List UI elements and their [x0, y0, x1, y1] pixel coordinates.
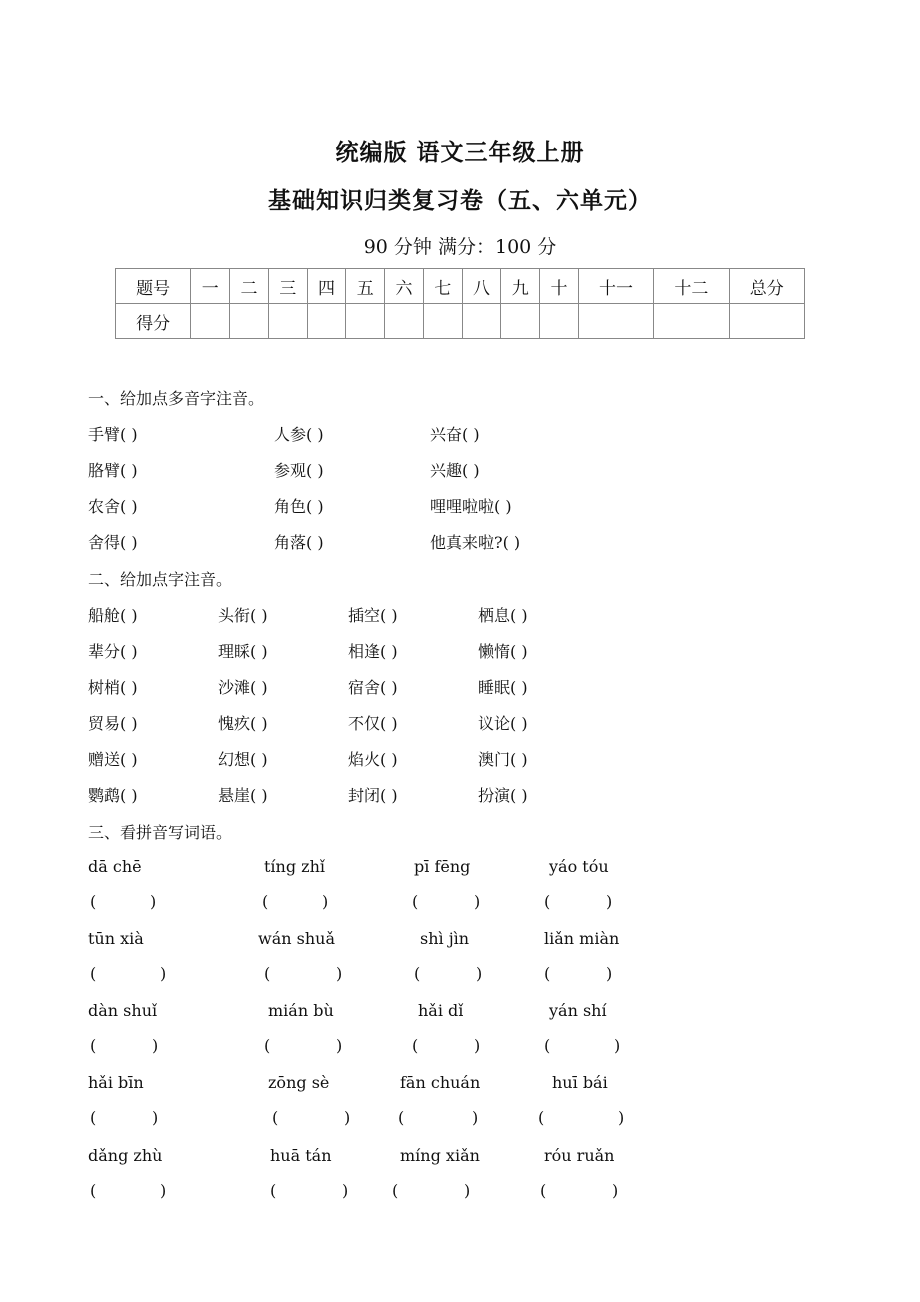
section-2-row	[0, 639, 920, 665]
pinyin-item: 栖息( )	[478, 606, 528, 625]
score-cell-total[interactable]	[729, 304, 804, 339]
answer-paren-close: )	[322, 892, 329, 911]
answer-paren-close: )	[342, 1181, 349, 1200]
score-col-11: 十一	[578, 269, 653, 304]
answer-paren-open: (	[264, 964, 271, 983]
answer-paren-open: (	[398, 1108, 405, 1127]
answer-paren-open: (	[90, 1181, 97, 1200]
pinyin-prompt: huī bái	[552, 1073, 608, 1092]
answer-paren-close: )	[152, 1108, 159, 1127]
polyphone-item: 手臂( )	[88, 425, 138, 444]
answer-paren-open: (	[262, 892, 269, 911]
score-cell[interactable]	[230, 304, 269, 339]
answer-paren-close: )	[464, 1181, 471, 1200]
pinyin-prompt: hǎi bīn	[88, 1073, 144, 1092]
pinyin-item: 睡眠( )	[478, 678, 528, 697]
pinyin-item: 扮演( )	[478, 786, 528, 805]
answer-paren-close: )	[476, 964, 483, 983]
pinyin-prompt: pī fēng	[414, 857, 471, 876]
pinyin-item: 头衔( )	[218, 606, 268, 625]
answer-paren-close: )	[150, 892, 157, 911]
answer-paren-close: )	[474, 892, 481, 911]
score-table-score-row	[116, 304, 805, 339]
answer-paren-close: )	[160, 964, 167, 983]
score-table	[115, 268, 805, 339]
title-line-1: 统编版 语文三年级上册	[335, 140, 585, 166]
score-col-2: 二	[230, 269, 269, 304]
pinyin-item: 沙滩( )	[218, 678, 268, 697]
pinyin-item: 澳门( )	[478, 750, 528, 769]
section-1-row	[0, 458, 920, 484]
section-2-row	[0, 747, 920, 773]
polyphone-item: 人参( )	[274, 425, 324, 444]
score-cell[interactable]	[346, 304, 385, 339]
section-1-row	[0, 422, 920, 448]
score-col-8: 八	[462, 269, 501, 304]
polyphone-item: 舍得( )	[88, 533, 138, 552]
answer-paren-close: )	[160, 1181, 167, 1200]
polyphone-item: 角色( )	[274, 497, 324, 516]
polyphone-item: 胳臂( )	[88, 461, 138, 480]
answer-paren-open: (	[412, 892, 419, 911]
section-2-row	[0, 711, 920, 737]
score-col-1: 一	[191, 269, 230, 304]
pinyin-item: 不仅( )	[348, 714, 398, 733]
answer-paren-open: (	[90, 1108, 97, 1127]
answer-paren-open: (	[412, 1036, 419, 1055]
pinyin-item: 懒惰( )	[478, 642, 528, 661]
polyphone-item: 他真来啦?( )	[430, 533, 521, 552]
score-table-header-row	[116, 269, 805, 304]
pinyin-prompt: hǎi dǐ	[418, 1001, 464, 1020]
answer-paren-close: )	[474, 1036, 481, 1055]
polyphone-item: 参观( )	[274, 461, 324, 480]
pinyin-prompt: dǎng zhù	[88, 1146, 163, 1165]
pinyin-item: 船舱( )	[88, 606, 138, 625]
pinyin-prompt: wán shuǎ	[258, 929, 335, 948]
pinyin-prompt: dàn shuǐ	[88, 1001, 158, 1020]
score-col-9: 九	[501, 269, 540, 304]
exam-subtitle: 90 分钟 满分：100 分	[363, 236, 557, 258]
pinyin-item: 封闭( )	[348, 786, 398, 805]
score-col-total: 总分	[729, 269, 804, 304]
polyphone-item: 兴趣( )	[430, 461, 480, 480]
section-2-row	[0, 675, 920, 701]
section-1-row	[0, 530, 920, 556]
pinyin-prompt: yáo tóu	[549, 857, 609, 876]
answer-paren-open: (	[392, 1181, 399, 1200]
pinyin-item: 宿舍( )	[348, 678, 398, 697]
score-cell[interactable]	[191, 304, 230, 339]
pinyin-item: 赠送( )	[88, 750, 138, 769]
answer-paren-close: )	[614, 1036, 621, 1055]
answer-paren-close: )	[152, 1036, 159, 1055]
pinyin-prompt: huā tán	[270, 1146, 332, 1165]
score-cell[interactable]	[578, 304, 653, 339]
answer-paren-open: (	[544, 1036, 551, 1055]
pinyin-item: 相逢( )	[348, 642, 398, 661]
score-col-12: 十二	[654, 269, 729, 304]
pinyin-prompt: shì jìn	[420, 929, 470, 948]
score-table-header-label: 题号	[116, 269, 191, 304]
pinyin-prompt: mián bù	[268, 1001, 334, 1020]
answer-paren-open: (	[544, 964, 551, 983]
score-col-3: 三	[268, 269, 307, 304]
pinyin-item: 贸易( )	[88, 714, 138, 733]
answer-paren-open: (	[544, 892, 551, 911]
pinyin-prompt: dā chē	[88, 857, 142, 876]
section-2-heading: 二、给加点字注音。	[88, 570, 233, 589]
score-col-5: 五	[346, 269, 385, 304]
score-cell[interactable]	[654, 304, 729, 339]
answer-paren-close: )	[606, 892, 613, 911]
pinyin-prompt: tíng zhǐ	[264, 857, 326, 876]
score-col-4: 四	[307, 269, 346, 304]
section-1-heading: 一、给加点多音字注音。	[88, 389, 265, 408]
polyphone-item: 哩哩啦啦( )	[430, 497, 512, 516]
score-row-label: 得分	[116, 304, 191, 339]
pinyin-item: 理睬( )	[218, 642, 268, 661]
pinyin-prompt: fān chuán	[400, 1073, 481, 1092]
answer-paren-close: )	[618, 1108, 625, 1127]
pinyin-prompt: zōng sè	[268, 1073, 330, 1092]
answer-paren-open: (	[270, 1181, 277, 1200]
answer-paren-open: (	[538, 1108, 545, 1127]
pinyin-item: 悬崖( )	[218, 786, 268, 805]
pinyin-item: 树梢( )	[88, 678, 138, 697]
pinyin-prompt: míng xiǎn	[400, 1146, 480, 1165]
pinyin-prompt: yán shí	[549, 1001, 607, 1020]
score-cell[interactable]	[540, 304, 579, 339]
score-col-7: 七	[423, 269, 462, 304]
pinyin-item: 辈分( )	[88, 642, 138, 661]
pinyin-item: 幻想( )	[218, 750, 268, 769]
score-cell[interactable]	[307, 304, 346, 339]
answer-paren-open: (	[540, 1181, 547, 1200]
pinyin-prompt: liǎn miàn	[544, 929, 620, 948]
section-2-row	[0, 783, 920, 809]
score-col-10: 十	[540, 269, 579, 304]
answer-paren-open: (	[272, 1108, 279, 1127]
score-cell[interactable]	[501, 304, 540, 339]
section-1-row	[0, 494, 920, 520]
pinyin-item: 议论( )	[478, 714, 528, 733]
pinyin-item: 愧疚( )	[218, 714, 268, 733]
answer-paren-close: )	[472, 1108, 479, 1127]
score-cell[interactable]	[268, 304, 307, 339]
score-cell[interactable]	[385, 304, 424, 339]
section-2-row	[0, 603, 920, 629]
answer-paren-close: )	[336, 1036, 343, 1055]
polyphone-item: 兴奋( )	[430, 425, 480, 444]
pinyin-item: 焰火( )	[348, 750, 398, 769]
pinyin-item: 鹦鹉( )	[88, 786, 138, 805]
section-3-heading: 三、看拼音写词语。	[88, 823, 233, 842]
answer-paren-open: (	[264, 1036, 271, 1055]
polyphone-item: 角落( )	[274, 533, 324, 552]
title-line-2: 基础知识归类复习卷（五、六单元）	[268, 188, 652, 214]
polyphone-item: 农舍( )	[88, 497, 138, 516]
answer-paren-close: )	[344, 1108, 351, 1127]
pinyin-prompt: róu ruǎn	[544, 1146, 615, 1165]
answer-paren-close: )	[606, 964, 613, 983]
score-col-6: 六	[385, 269, 424, 304]
pinyin-item: 插空( )	[348, 606, 398, 625]
answer-paren-close: )	[336, 964, 343, 983]
pinyin-prompt: tūn xià	[88, 929, 144, 948]
answer-paren-open: (	[90, 964, 97, 983]
answer-paren-close: )	[612, 1181, 619, 1200]
score-cell[interactable]	[462, 304, 501, 339]
answer-paren-open: (	[90, 1036, 97, 1055]
score-cell[interactable]	[423, 304, 462, 339]
answer-paren-open: (	[90, 892, 97, 911]
answer-paren-open: (	[414, 964, 421, 983]
